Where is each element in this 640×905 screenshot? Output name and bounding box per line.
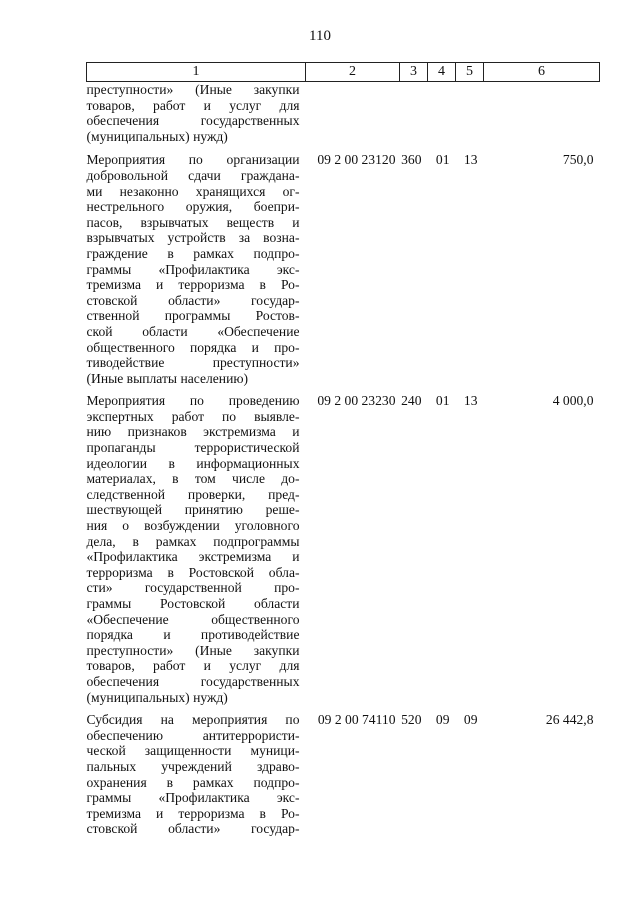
description-line: следственной проверки, пред- [86,486,300,502]
row-expense-type: 520 [401,712,422,728]
description-line: тиводействие преступности» [86,355,300,371]
description-line: обеспечения государственных [86,673,300,689]
description-line: «Обеспечение общественного [86,611,300,627]
description-line: граждение в рамках подпро- [86,245,300,261]
table-row [87,391,600,710]
column-header-3: 3 [400,63,428,82]
page-number: 110 [309,28,331,44]
row-subsection: 13 [463,393,478,409]
row-expense-type: 240 [401,393,422,409]
description-line: (Иные выплаты населению) [86,370,249,386]
row-description [87,710,306,842]
row-expense-type [400,82,428,151]
row-description [87,82,306,151]
description-line: материалах, в том числе до- [86,471,300,487]
description-line: пропаганды террористической [86,440,300,456]
column-header-2: 2 [306,63,400,82]
description-line: (муниципальных) нужд) [86,128,228,144]
budget-table [86,62,600,842]
description-line: дела, в рамках подпрограммы [86,533,300,549]
row-expense-type: 360 [401,152,422,168]
row-subsection [456,82,484,151]
description-line: ской области «Обеспечение [86,323,300,339]
description-line: шествующей принятию реше- [86,502,300,518]
description-line: граммы «Профилактика экс- [86,790,300,806]
description-line: тремизма и терроризма в Ро- [86,277,300,293]
description-line: (муниципальных) нужд) [86,689,228,705]
table-row [87,710,600,842]
table-row [87,82,600,151]
row-section: 01 [435,393,450,409]
row-description [87,391,306,710]
description-line: терроризма в Ростовской обла- [86,564,300,580]
row-target-code: 09 2 00 23120 [317,152,396,168]
description-line: товаров, работ и услуг для [86,658,300,674]
description-line: «Профилактика экстремизма и [86,549,300,565]
description-line: ческой защищенности муници- [86,743,300,759]
header-row [87,63,600,82]
description-line: стовской области» государ- [86,292,300,308]
description-line: ми незаконно хранящихся ог- [86,183,300,199]
row-target-code [306,82,400,151]
description-line: экспертных работ по выявле- [86,408,300,424]
column-header-5: 5 [456,63,484,82]
description-line: тремизма и терроризма в Ро- [86,805,300,821]
column-header-4: 4 [428,63,456,82]
description-line: взрывчатых устройств за возна- [86,230,300,246]
description-line: идеологии в информационных [86,455,300,471]
row-amount [484,82,600,151]
row-amount: 4 000,0 [552,393,594,409]
description-line: Субсидия на мероприятия по [86,712,300,728]
row-section: 01 [435,152,450,168]
table-row [87,150,600,391]
description-line: общественного порядка и про- [86,339,300,355]
row-subsection: 13 [463,152,478,168]
description-line: ственной программы Ростов- [86,308,300,324]
row-section [428,82,456,151]
description-line: пальных учреждений здраво- [86,758,300,774]
description-line: граммы Ростовской области [86,596,300,611]
description-line: порядка и противодействие [86,627,300,643]
description-line: охранения в рамках подпро- [86,774,300,790]
description-line: Мероприятия по проведению [86,393,300,409]
description-line: обеспечения государственных [86,113,300,129]
column-header-1: 1 [87,63,306,82]
description-line: стовской области» государ- [86,821,300,837]
description-line: обеспечению антитеррористи- [86,727,300,743]
row-target-code: 09 2 00 74110 [317,712,396,728]
description-line: добровольной сдачи граждана- [86,167,300,183]
row-subsection: 09 [463,712,478,728]
table-header [87,63,600,82]
description-line: граммы «Профилактика экс- [86,261,300,277]
description-line: пасов, взрывчатых веществ и [86,214,300,230]
description-line: ния о возбуждении уголовного [86,518,300,534]
table-body [87,82,600,842]
description-line: преступности» (Иные закупки [86,642,300,658]
row-amount: 26 442,8 [545,712,594,728]
row-section: 09 [435,712,450,728]
description-line: преступности» (Иные закупки [86,82,300,97]
description-line: нестрельного оружия, боепри- [86,199,300,215]
description-line: товаров, работ и услуг для [86,97,300,113]
row-description [87,150,306,391]
row-target-code: 09 2 00 23230 [317,393,396,409]
column-header-6: 6 [484,63,600,82]
row-amount: 750,0 [562,152,594,168]
description-line: нию признаков экстремизма и [86,424,300,440]
description-line: сти» государственной про- [86,580,300,596]
description-line: Мероприятия по организации [86,152,300,168]
